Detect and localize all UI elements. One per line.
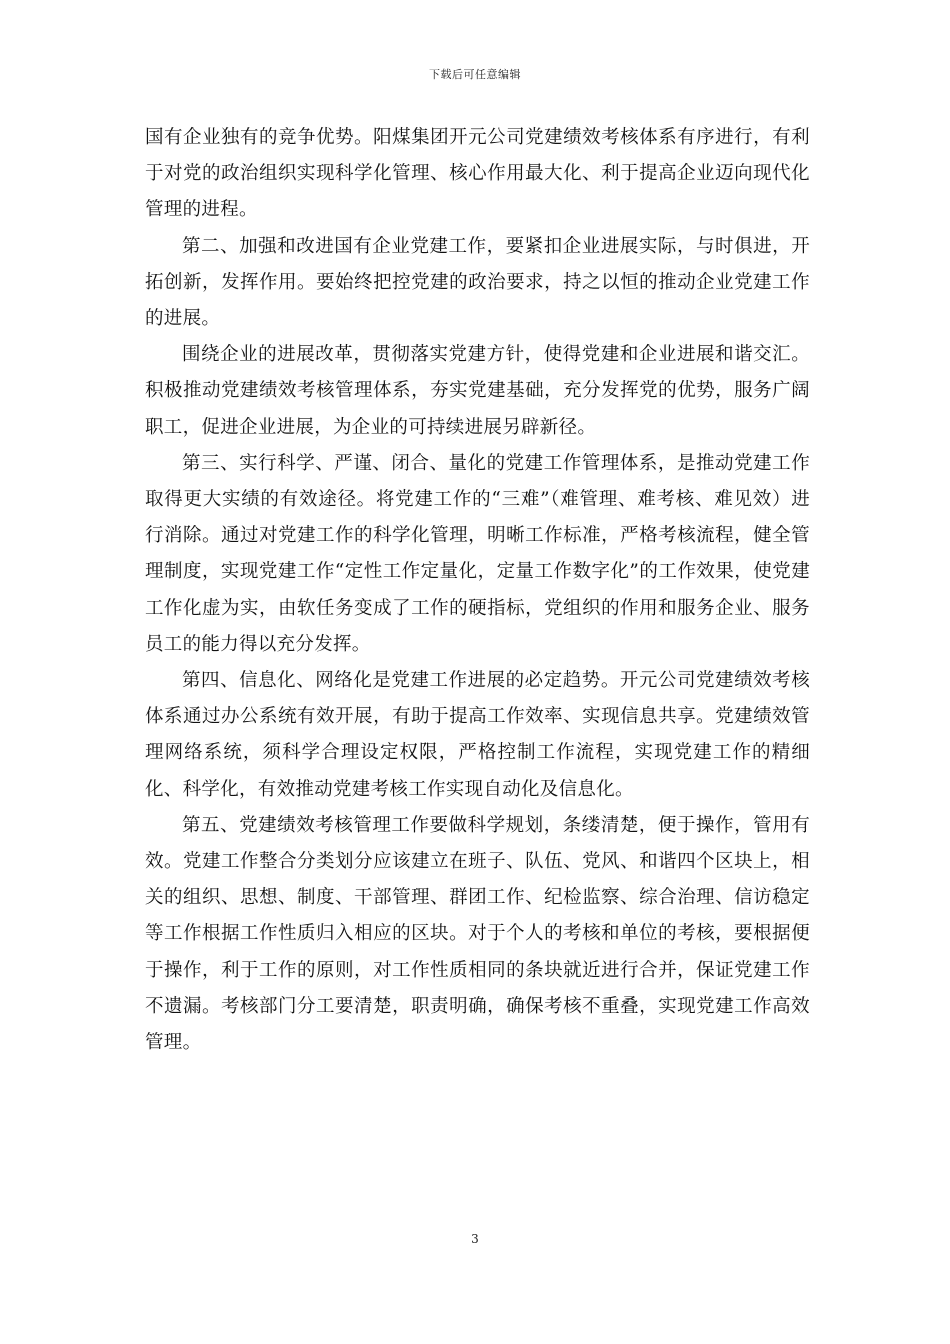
paragraph-third-point: 第三、实行科学、严谨、闭合、量化的党建工作管理体系，是推动党建工作取得更大实绩的有效途径。将党建工作的“三难”（难管理、难考核、难见效）进行消除。通过对党建工作的科学化管理，明晰工作标准，严格考核流程，健全管理制度，实现党建工作“定性工作定量化，定量工作数字化”的工作效果，使党建工作化虚为实，由软任务变成了工作的硬指标，党组织的作用和服务企业、服务员工的能力得以充分发挥。: [145, 452, 810, 655]
paragraph-second-point: 第二、加强和改进国有企业党建工作，要紧扣企业进展实际，与时俱进，开拓创新，发挥作用。要始终把控党建的政治要求，持之以恒的推动企业党建工作的进展。: [145, 235, 810, 330]
paragraph-reform: 围绕企业的进展改革，贯彻落实党建方针，使得党建和企业进展和谐交汇。积极推动党建绩效考核管理体系，夯实党建基础，充分发挥党的优势，服务广阔职工，促进企业进展，为企业的可持续进展另辟新径。: [145, 344, 810, 438]
paragraph-fourth-point: 第四、信息化、网络化是党建工作进展的必定趋势。开元公司党建绩效考核体系通过办公系统有效开展，有助于提高工作效率、实现信息共享。党建绩效管理网络系统，须科学合理设定权限，严格控制工作流程，实现党建工作的精细化、科学化，有效推动党建考核工作实现自动化及信息化。: [145, 670, 810, 800]
page-header: 下载后可任意编辑: [429, 68, 521, 81]
paragraph-continuation: 国有企业独有的竞争优势。阳煤集团开元公司党建绩效考核体系有序进行，有利于对党的政治组织实现科学化管理、核心作用最大化、利于提高企业迈向现代化管理的进程。: [145, 127, 810, 221]
page-number: 3: [471, 1232, 479, 1246]
document-body: [145, 120, 810, 1061]
paragraph-fifth-point: 第五、党建绩效考核管理工作要做科学规划，条缕清楚，便于操作，管用有效。党建工作整合分类划分应该建立在班子、队伍、党风、和谐四个区块上，相关的组织、思想、制度、干部管理、群团工作、纪检监察、综合治理、信访稳定等工作根据工作性质归入相应的区块。对于个人的考核和单位的考核，要根据便于操作，利于工作的原则，对工作性质相同的条块就近进行合并，保证党建工作不遗漏。考核部门分工要清楚，职责明确，确保考核不重叠，实现党建工作高效管理。: [145, 814, 810, 1054]
